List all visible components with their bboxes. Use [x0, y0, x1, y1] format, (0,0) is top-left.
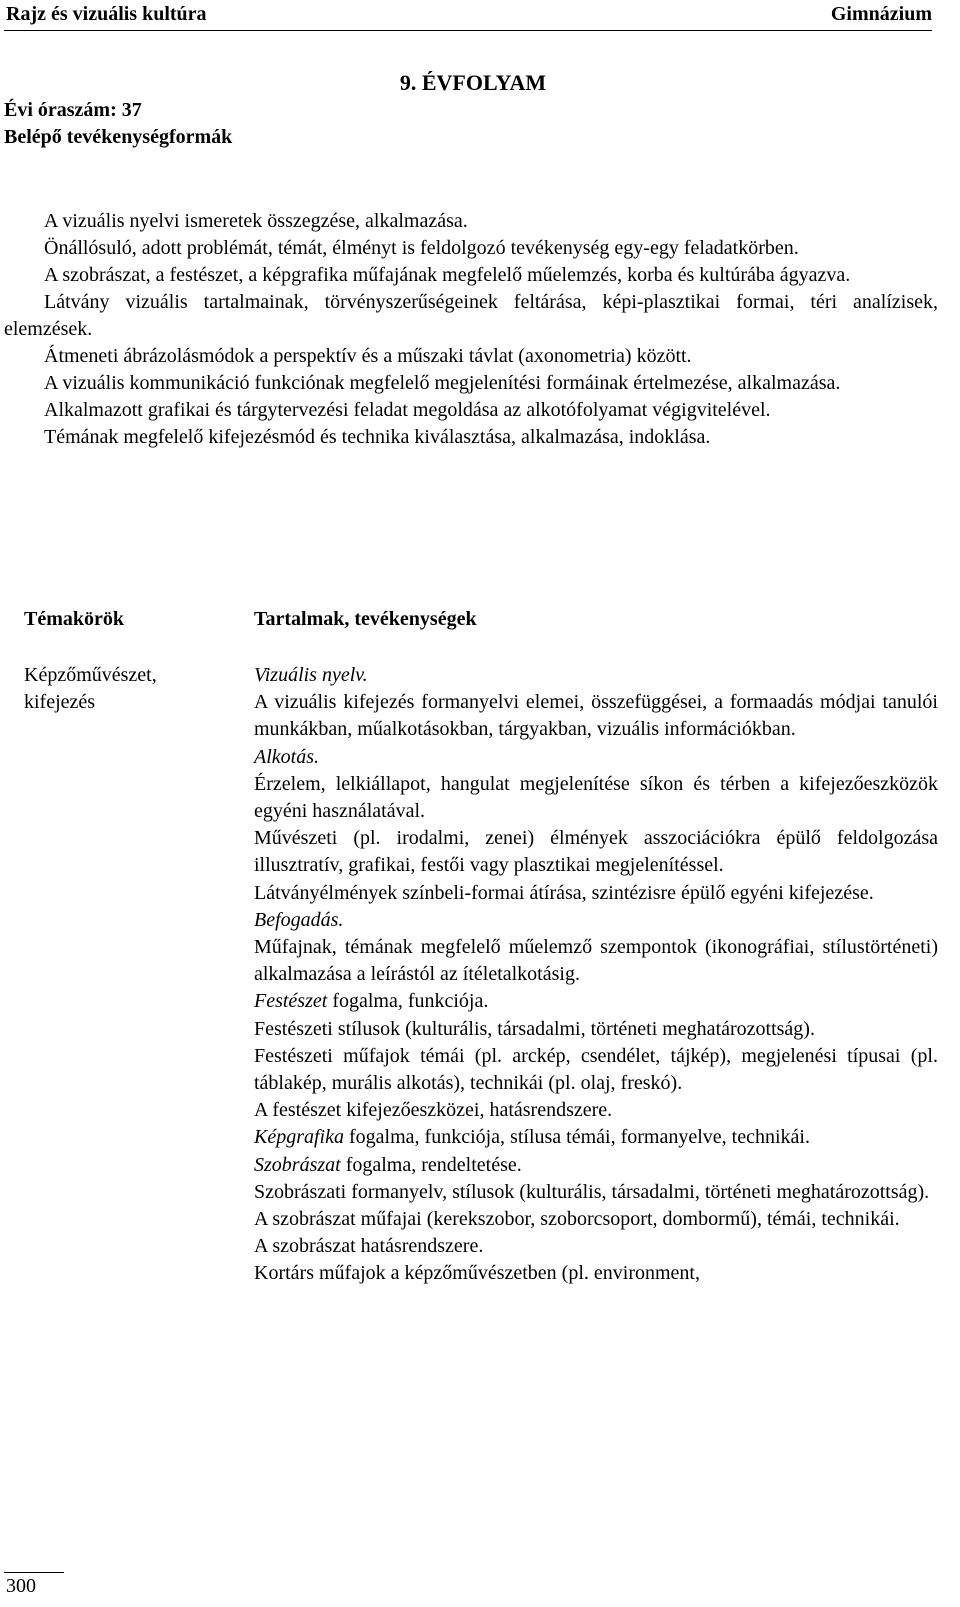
content-line: Szobrászati formanyelv, stílusok (kulturális, társadalmi, történeti meghatározottság).: [254, 1180, 930, 1203]
topics-column-heading: Témakörök: [24, 608, 124, 630]
objective-item: Alkalmazott grafikai és tárgytervezési feladat megoldása az alkotófolyamat végigvitelével.: [44, 399, 771, 421]
content-line: Festészeti műfajok témái (pl. arckép, csendélet, tájkép), megjelenési típusai (pl. táblakép, murális alkotás), technikái (pl. olaj, freskó).: [254, 1044, 938, 1095]
term-sculpture: Szobrászat: [254, 1153, 341, 1176]
topic-cell: Képzőművészet, kifejezés: [24, 664, 157, 713]
content-line: Festészeti stílusok (kulturális, társadalmi, történeti meghatározottság).: [254, 1017, 815, 1040]
entry-activities-heading: Belépő tevékenységformák: [4, 125, 233, 148]
header-school-type: Gimnázium: [830, 3, 932, 25]
content-subheading: Vizuális nyelv.: [254, 664, 368, 686]
contents-column-heading: Tartalmak, tevékenységek: [254, 608, 477, 630]
objective-item: Látvány vizuális tartalmainak, törvényszerűségeinek feltárása, képi-plasztikai formai, téri analízisek, elemzések.: [4, 291, 938, 340]
content-line: A vizuális kifejezés formanyelvi elemei, összefüggései, a formaadás módjai tanulói munkákban, műalkotásokban, tárgyakban, vizuális információkban.: [254, 691, 938, 741]
content-line: Művészeti (pl. irodalmi, zenei) élmények asszociációkra épülő feldolgozása illusztratív, grafikai, festői vagy plasztikai megjelenítéssel.: [254, 827, 938, 877]
content-text: fogalma, rendeltetése.: [340, 1153, 522, 1176]
content-line: Kortárs műfajok a képzőművészetben (pl. environment,: [254, 1262, 700, 1285]
page-header: [4, 0, 932, 31]
content-cell: [254, 662, 938, 1288]
objective-item: Önállósuló, adott problémát, témát, élményt is feldolgozó tevékenység egy-egy feladatkörben.: [44, 237, 799, 259]
objective-item: A vizuális nyelvi ismeretek összegzése, alkalmazása.: [44, 210, 468, 232]
content-line: A festészet kifejezőeszközei, hatásrendszere.: [254, 1099, 613, 1122]
objective-item: A szobrászat, a festészet, a képgrafika műfajának megfelelő műelemzés, korba és kultúrába ágyazva.: [44, 264, 851, 286]
grade-title: 9. ÉVFOLYAM: [399, 70, 547, 95]
content-text: fogalma, funkciója, stílusa témái, formanyelve, technikái.: [344, 1126, 810, 1149]
content-subheading: Alkotás.: [254, 745, 319, 768]
header-subject: Rajz és vizuális kultúra: [6, 3, 207, 25]
content-line: [254, 988, 938, 1015]
content-line: A szobrászat műfajai (kerekszobor, szoborcsoport, dombormű), témái, technikái.: [254, 1208, 900, 1231]
intro-block: [4, 97, 934, 150]
page-number: 300: [6, 1575, 36, 1597]
content-subheading: Befogadás.: [254, 908, 344, 931]
content-text: fogalma, funkciója.: [327, 990, 489, 1013]
content-line: Érzelem, lelkiállapot, hangulat megjelenítése síkon és térben a kifejezőeszközök egyéni használatával.: [254, 772, 938, 823]
term-painting: Festészet: [254, 990, 328, 1013]
objective-item: Átmeneti ábrázolásmódok a perspektív és a műszaki távlat (axonometria) között.: [44, 345, 692, 367]
content-line: Látványélmények színbeli-formai átírása, szintézisre épülő egyéni kifejezése.: [254, 881, 874, 904]
objective-item: A vizuális kommunikáció funkciónak megfelelő megjelenítési formáinak értelmezése, alkalmazása.: [44, 372, 841, 394]
term-printmaking: Képgrafika: [254, 1126, 344, 1149]
content-line: [254, 1124, 938, 1151]
content-line: A szobrászat hatásrendszere.: [254, 1235, 484, 1258]
content-line: [254, 1152, 938, 1179]
content-line: Műfajnak, témának megfelelő műelemző szempontok (ikonográfiai, stílustörténeti) alkalmazása a leírástól az ítéletalkotásig.: [254, 936, 938, 986]
objective-item: Témának megfelelő kifejezésmód és technika kiválasztása, alkalmazása, indoklása.: [44, 426, 711, 448]
objectives-list: [4, 208, 938, 451]
annual-hours: Évi óraszám: 37: [4, 99, 142, 121]
